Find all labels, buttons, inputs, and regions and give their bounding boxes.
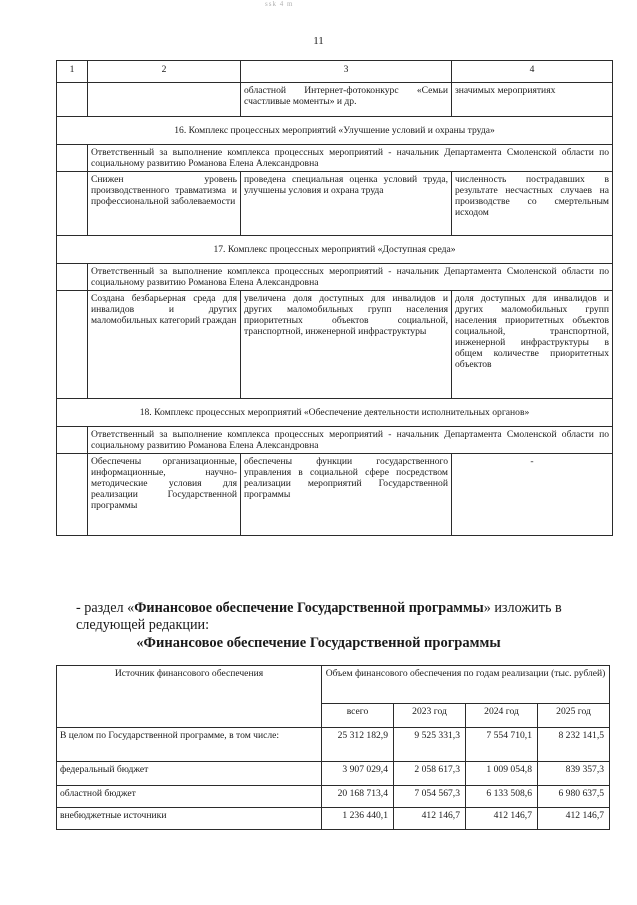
paragraph-suffix: » изложить в следующей редакции: (76, 600, 562, 633)
section-title-row (57, 399, 613, 427)
indicator-cell: численность пострадавших в результате несчастных случаев на производстве со смертельным исходом (452, 172, 613, 236)
task-cell: Создана безбарьерная среда для инвалидов и других маломобильных категорий граждан (88, 291, 241, 399)
table-row (57, 83, 613, 117)
section-title-row (57, 117, 613, 145)
value-cell: 1 009 054,8 (466, 762, 538, 786)
section-title-row (57, 236, 613, 264)
value-cell: 1 236 440,1 (322, 808, 394, 830)
paragraph-prefix: - раздел « (76, 600, 135, 616)
finance-header-row (57, 666, 610, 704)
effect-cell: увеличена доля доступных для инвалидов и других маломобильных групп населения приоритетных объектов социальной, транспортной, инженерной инфраструктуры (241, 291, 452, 399)
value-cell: 8 232 141,5 (538, 728, 610, 762)
responsible-row (57, 264, 613, 291)
volume-header: Объем финансового обеспечения по годам реализации (тыс. рублей) (322, 666, 610, 704)
responsible-text: Ответственный за выполнение комплекса процессных мероприятий - начальник Департамента Смоленской области по социальному развитию Романова Елена Александровна (88, 145, 613, 172)
value-cell: 2 058 617,3 (394, 762, 466, 786)
column-number: 3 (241, 61, 452, 83)
effect-cell: проведена специальная оценка условий труда, улучшены условия и охрана труда (241, 172, 452, 236)
section-title: 17. Комплекс процессных мероприятий «Доступная среда» (57, 236, 613, 264)
table-row (57, 291, 613, 399)
value-cell: 20 168 713,4 (322, 786, 394, 808)
value-cell: 7 554 710,1 (466, 728, 538, 762)
column-total: всего (322, 704, 394, 728)
task-cell: Снижен уровень производственного травматизма и профессиональной заболеваемости (88, 172, 241, 236)
table-row (57, 762, 610, 786)
column-2024: 2024 год (466, 704, 538, 728)
value-cell: 6 980 637,5 (538, 786, 610, 808)
paragraph-bold: Финансовое обеспечение Государственной программы (134, 600, 484, 616)
section-title: 16. Комплекс процессных мероприятий «Улучшение условий и охраны труда» (57, 117, 613, 145)
table-row (57, 172, 613, 236)
responsible-row (57, 145, 613, 172)
finance-table (56, 665, 610, 830)
table-row (57, 808, 610, 830)
value-cell: 412 146,7 (394, 808, 466, 830)
effect-cell: обеспечены функции государственного управления в социальной сфере посредством реализации мероприятий Государственной программы (241, 454, 452, 536)
source-header: Источник финансового обеспечения (57, 666, 322, 728)
value-cell: 839 357,3 (538, 762, 610, 786)
effect-cell: областной Интернет-фотоконкурс «Семьи счастливые моменты» и др. (241, 83, 452, 117)
column-2025: 2025 год (538, 704, 610, 728)
value-cell: 7 054 567,3 (394, 786, 466, 808)
column-number: 1 (57, 61, 88, 83)
table-row (57, 454, 613, 536)
value-cell: 25 312 182,9 (322, 728, 394, 762)
table-row (57, 786, 610, 808)
responsible-text: Ответственный за выполнение комплекса процессных мероприятий - начальник Департамента Смоленской области по социальному развитию Романова Елена Александровна (88, 427, 613, 454)
value-cell: 3 907 029,4 (322, 762, 394, 786)
value-cell: 412 146,7 (466, 808, 538, 830)
column-2023: 2023 год (394, 704, 466, 728)
indicator-cell: доля доступных для инвалидов и других маломобильных групп населения приоритетных объектов социальной, транспортной, инженерной инфраструктуры в общем количестве приоритетных объектов (452, 291, 613, 399)
column-number: 2 (88, 61, 241, 83)
column-number: 4 (452, 61, 613, 83)
value-cell: 412 146,7 (538, 808, 610, 830)
row-label: областной бюджет (57, 786, 322, 808)
amendment-paragraph (76, 600, 622, 634)
section-heading: «Финансовое обеспечение Государственной программы (136, 635, 501, 651)
scan-mark: ssk 4 m (265, 0, 294, 8)
responsible-text: Ответственный за выполнение комплекса процессных мероприятий - начальник Департамента Смоленской области по социальному развитию Романова Елена Александровна (88, 264, 613, 291)
table-header-row (57, 61, 613, 83)
responsible-row (57, 427, 613, 454)
row-label: федеральный бюджет (57, 762, 322, 786)
table-row (57, 728, 610, 762)
value-cell: 6 133 508,6 (466, 786, 538, 808)
indicator-cell: - (452, 454, 613, 536)
indicator-cell: значимых мероприятиях (452, 83, 613, 117)
page-number: 11 (313, 35, 324, 47)
measures-table (56, 60, 613, 536)
value-cell: 9 525 331,3 (394, 728, 466, 762)
row-label: В целом по Государственной программе, в том числе: (57, 728, 322, 762)
section-title: 18. Комплекс процессных мероприятий «Обеспечение деятельности исполнительных органов» (57, 399, 613, 427)
row-label: внебюджетные источники (57, 808, 322, 830)
task-cell: Обеспечены организационные, информационные, научно-методические условия для реализации Государственной программы (88, 454, 241, 536)
